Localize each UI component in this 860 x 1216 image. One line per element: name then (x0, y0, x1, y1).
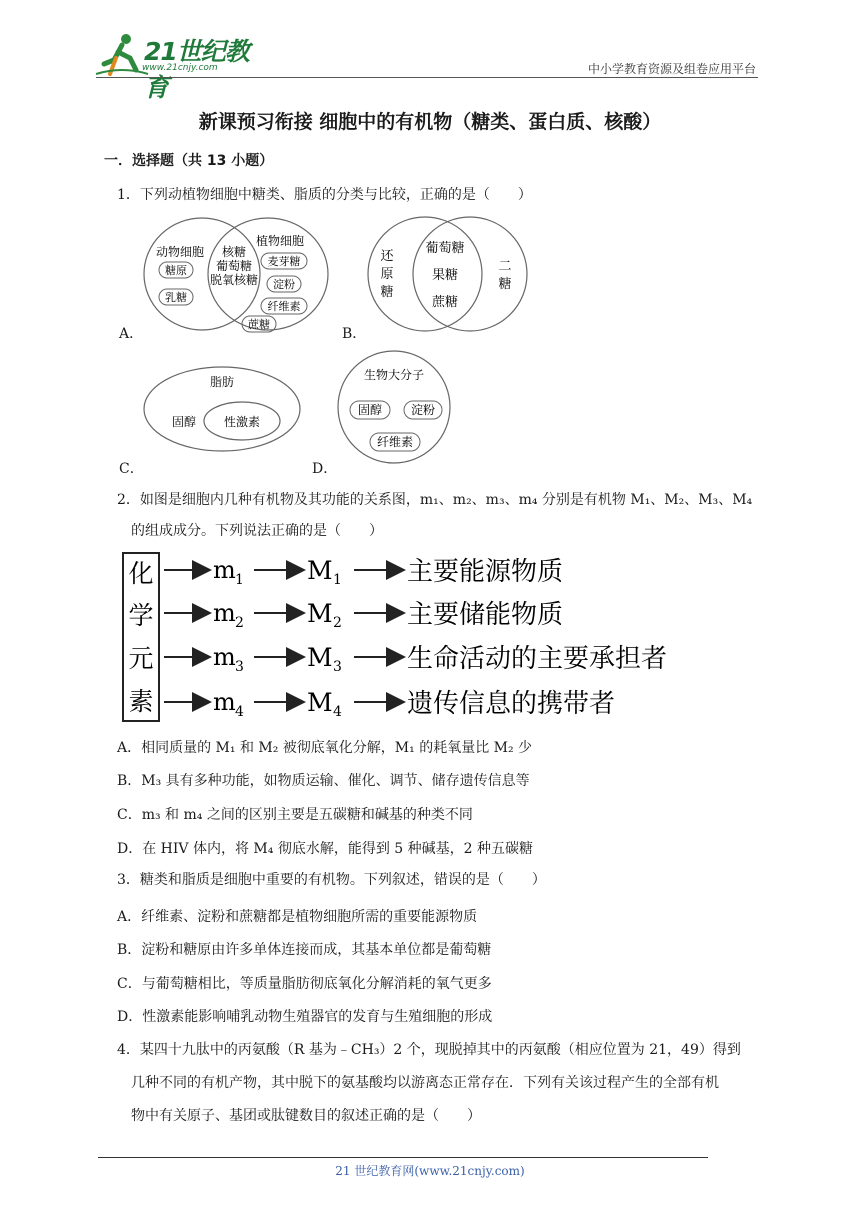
figb-center-item: 葡萄糖 (425, 241, 465, 256)
figd-title: 生物大分子 (363, 368, 425, 382)
monomer-subscript: 3 (235, 659, 244, 675)
monomer-subscript: 1 (235, 572, 244, 588)
figa-center-item: 核糖 (221, 245, 247, 259)
figc-inner-label: 性激素 (223, 415, 261, 429)
q2-option-c: C．m₃ 和 m₄ 之间的区别主要是五碳糖和碱基的种类不同 (117, 807, 473, 823)
polymer-subscript: 4 (333, 704, 342, 720)
figa-right-item: 麦芽糖 (267, 255, 301, 268)
logo-text: 21世纪教育 (144, 37, 249, 102)
box-char: 素 (128, 687, 154, 716)
q4-line2: 几种不同的有机产物，其中脱下的氨基酸均以游离态正常存在．下列有关该过程产生的全部有机 (131, 1075, 719, 1091)
polymer-label: M (307, 688, 333, 717)
q3-stem: 3．糖类和脂质是细胞中重要的有机物。下列叙述，错误的是（ ） (117, 872, 546, 888)
polymer-label: M (307, 556, 333, 585)
box-char: 学 (128, 601, 154, 630)
figc-outer-label: 脂肪 (209, 375, 235, 389)
q1-stem: 1．下列动植物细胞中糖类、脂质的分类与比较，正确的是（ ） (117, 187, 532, 203)
q2-option-d: D．在 HIV 体内，将 M₄ 彻底水解，能得到 5 种碱基，2 种五碳糖 (117, 841, 533, 857)
q3-option-d: D．性激素能影响哺乳动物生殖器官的发育与生殖细胞的形成 (117, 1009, 493, 1025)
figa-left-item: 乳糖 (165, 291, 187, 304)
footer-divider (98, 1157, 708, 1158)
platform-name: 中小学教育资源及组卷应用平台 (587, 62, 756, 76)
q1-label-a: A． (119, 326, 144, 342)
figa-left-item: 糖原 (165, 264, 187, 277)
figa-center-item: 葡萄糖 (215, 259, 253, 273)
monomer-label: m (213, 688, 236, 716)
q3-option-c: C．与葡萄糖相比，等质量脂肪彻底氧化分解消耗的氧气更多 (117, 976, 492, 992)
function-label: 主要能源物质 (407, 557, 564, 587)
function-label: 遗传信息的携带者 (407, 689, 616, 719)
header-divider (96, 77, 758, 78)
monomer-label: m (213, 599, 236, 627)
figb-center-item: 果糖 (431, 268, 459, 283)
function-label: 主要储能物质 (407, 600, 564, 630)
figd-item: 淀粉 (410, 403, 436, 417)
q4-line1: 4．某四十九肽中的丙氨酸（R 基为﹣CH₃）2 个，现脱掉其中的丙氨酸（相应位置为 21，49）得到 (117, 1042, 741, 1058)
monomer-label: m (213, 556, 236, 584)
q3-option-a: A．纤维素、淀粉和蔗糖都是植物细胞所需的重要能源物质 (117, 909, 478, 925)
figb-right: 二糖 (498, 259, 512, 292)
figa-left-title: 动物细胞 (155, 245, 205, 259)
polymer-label: M (307, 643, 333, 672)
q1-figure-a (140, 212, 335, 337)
figa-center-item: 脱氧核糖 (209, 273, 259, 287)
figc-inner-label: 固醇 (171, 415, 197, 429)
page-title: 新课预习衔接 细胞中的有机物（糖类、蛋白质、核酸） (198, 111, 662, 133)
figa-right-item: 蔗糖 (248, 318, 270, 331)
q1-figure-d (334, 347, 454, 467)
figd-item: 纤维素 (376, 435, 414, 449)
q2-stem-line2: 的组成成分。下列说法正确的是（ ） (131, 523, 383, 539)
q2-option-a: A．相同质量的 M₁ 和 M₂ 被彻底氧化分解，M₁ 的耗氧量比 M₂ 少 (117, 740, 533, 756)
q1-label-c: C． (119, 461, 144, 477)
box-char: 化 (128, 559, 154, 588)
polymer-label: M (307, 599, 333, 628)
figa-right-item: 纤维素 (267, 300, 301, 313)
q1-label-b: B． (342, 326, 367, 342)
q1-label-d: D． (312, 461, 338, 477)
q4-line3: 物中有关原子、基团或肽键数目的叙述正确的是（ ） (131, 1108, 481, 1124)
q1-figure-c (142, 364, 302, 454)
polymer-subscript: 1 (333, 572, 342, 588)
figb-left: 还原糖 (380, 249, 394, 300)
figa-right-title: 植物细胞 (255, 234, 305, 248)
q2-figure (120, 550, 690, 726)
q2-option-b: B．M₃ 具有多种功能，如物质运输、催化、调节、储存遗传信息等 (117, 773, 530, 789)
logo-url: www.21cnjy.com (142, 63, 218, 73)
figa-right-item: 淀粉 (273, 278, 295, 291)
footer-text: 21 世纪教育网(www.21cnjy.com) (335, 1164, 525, 1178)
monomer-subscript: 4 (235, 704, 244, 720)
q1-figure-b (365, 212, 535, 337)
figd-item: 固醇 (357, 403, 383, 417)
box-char: 元 (128, 644, 154, 673)
q2-stem-line1: 2．如图是细胞内几种有机物及其功能的关系图，m₁、m₂、m₃、m₄ 分别是有机物 M₁、M₂、M₃、M₄ (117, 492, 753, 508)
function-label: 生命活动的主要承担者 (407, 644, 668, 674)
polymer-subscript: 3 (333, 659, 342, 675)
polymer-subscript: 2 (333, 615, 342, 631)
q3-option-b: B．淀粉和糖原由许多单体连接而成，其基本单位都是葡萄糖 (117, 942, 492, 958)
site-logo (92, 30, 262, 102)
section-heading: 一．选择题（共 13 小题） (104, 153, 274, 169)
monomer-label: m (213, 643, 236, 671)
figb-center-item: 蔗糖 (431, 295, 459, 310)
monomer-subscript: 2 (235, 615, 244, 631)
